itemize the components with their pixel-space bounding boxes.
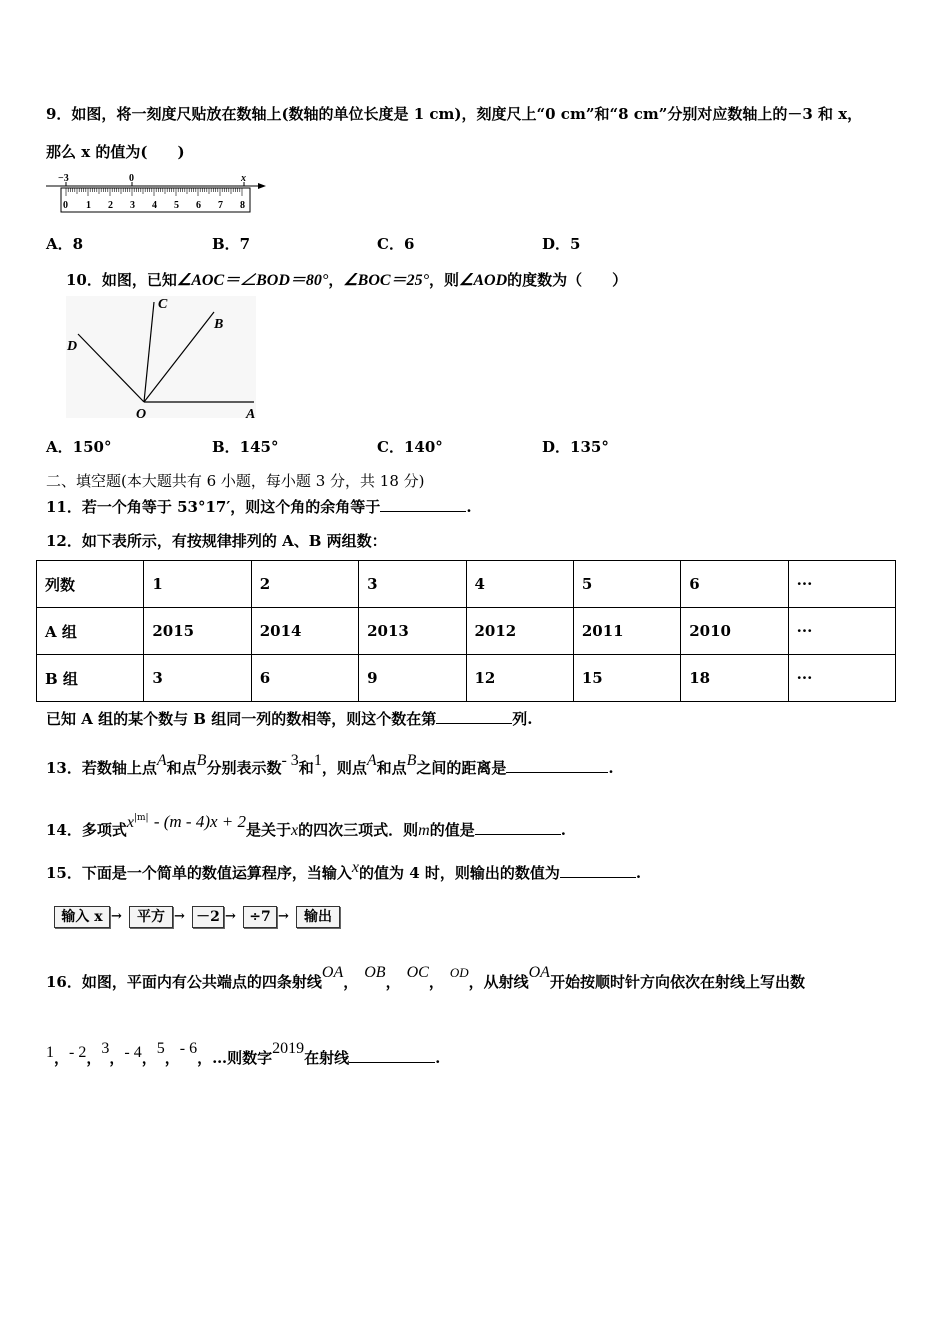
q10-option-a: A．150° (46, 438, 112, 456)
label-A: A (246, 407, 256, 422)
flow-input-box: 输入 x (54, 906, 110, 928)
q13-text-7: 之间的距离是 (416, 759, 507, 777)
ruler-label-8: 8 (240, 200, 245, 211)
q9-stem-line1: 9．如图，将一刻度尺贴放在数轴上(数轴的单位长度是 1 cm)，刻度尺上“0 cm”和“8 cm”分别对应数轴上的－3 和 x， (46, 105, 863, 123)
q15-stem (46, 859, 641, 883)
q16-text-3: 开始按顺时针方向依次在射线上写出数 (549, 973, 805, 991)
axis-label-0: 0 (129, 173, 134, 184)
ruler-label-6: 6 (196, 200, 201, 211)
q16-end: . (435, 1049, 441, 1067)
q13-text-3: 分别表示数 (206, 759, 282, 777)
q16-comma-3: ， (428, 973, 444, 991)
q14-stem (46, 812, 566, 840)
q14-text-2: 是关于 (246, 821, 292, 839)
q13-answer-blank[interactable] (506, 758, 608, 773)
q10-angle-figure (64, 294, 260, 422)
q12-table (36, 560, 896, 702)
label-D: D (67, 339, 78, 354)
q10-option-b: B．145° (212, 438, 279, 456)
q16-seq-5: 5 (156, 1040, 165, 1057)
table-cell: 9 (359, 655, 466, 702)
q16-number: 2019 (272, 1040, 305, 1057)
table-cell: 2015 (144, 608, 251, 655)
q13-end: . (608, 759, 614, 777)
table-cell: A 组 (37, 608, 144, 655)
q10-stem (66, 267, 627, 290)
q13-var-B-2: B (406, 752, 417, 769)
q9-option-b: B．7 (212, 235, 251, 253)
table-cell: 2010 (681, 608, 788, 655)
q16-text-5: 在射线 (304, 1049, 350, 1067)
q16-ray-OB: OB (364, 964, 386, 981)
section2-heading: 二、填空题(本大题共有 6 小题，每小题 3 分，共 18 分) (46, 472, 425, 490)
table-cell: 18 (681, 655, 788, 702)
q12-after-prefix: 已知 A 组的某个数与 B 组同一列的数相等，则这个数在第 (46, 710, 437, 728)
q12-intro: 12．如下表所示，有按规律排列的 A、B 两组数： (46, 532, 387, 550)
ruler-label-4: 4 (152, 200, 157, 211)
flow-square-box: 平方 (129, 906, 173, 928)
table-cell: 3 (359, 561, 466, 608)
q12-answer-blank[interactable] (436, 709, 512, 724)
q15-var: x (351, 859, 359, 876)
table-cell: ··· (788, 561, 895, 608)
q12-followup (46, 708, 532, 729)
q16-seq-comma: ， (109, 1049, 125, 1067)
q14-answer-blank[interactable] (475, 820, 561, 835)
q16-comma-1: ， (343, 973, 359, 991)
q16-seq-comma: ， (164, 1049, 180, 1067)
q10-math-2: ∠BOC＝25° (343, 272, 429, 289)
flow-divide7-box: ÷7 (243, 906, 277, 928)
q16-seq-4: - 4 (124, 1044, 142, 1061)
ruler-label-3: 3 (130, 200, 135, 211)
ruler-label-1: 1 (86, 200, 91, 211)
q9-option-c: C．6 (377, 235, 415, 253)
q15-answer-blank[interactable] (560, 863, 636, 878)
table-cell: ··· (788, 608, 895, 655)
q10-option-c: C．140° (377, 438, 443, 456)
table-cell: 4 (466, 561, 573, 608)
flow-arrow-3: → (225, 909, 236, 924)
q15-end: . (635, 864, 642, 882)
q9-option-a: A．8 (46, 235, 84, 253)
q14-exponent: |m| (133, 813, 149, 823)
table-row (37, 561, 896, 608)
q13-var-B: B (196, 752, 207, 769)
table-cell: 2014 (251, 608, 358, 655)
q16-comma-2: ， (385, 973, 401, 991)
table-row (37, 608, 896, 655)
q16-seq-3: 3 (101, 1040, 110, 1057)
q16-text-4: ，…则数字 (197, 1049, 273, 1067)
q13-stem (46, 752, 614, 778)
table-cell: 2011 (573, 608, 680, 655)
axis-label-x: x (241, 173, 246, 184)
q15-text-2: 的值为 4 时，则输出的数值为 (359, 864, 560, 882)
table-cell: 3 (144, 655, 251, 702)
table-row (37, 655, 896, 702)
q14-var: x (291, 822, 299, 839)
flow-arrow-1: → (111, 909, 122, 924)
q16-text-1: 16．如图，平面内有公共端点的四条射线 (46, 973, 322, 991)
q14-expression: - (m - 4)x + 2 (153, 812, 247, 831)
q16-stem-line2 (46, 1040, 440, 1068)
q16-ray-OA: OA (321, 964, 344, 981)
table-cell: ··· (788, 655, 895, 702)
q13-var-A-2: A (366, 752, 377, 769)
q9-ruler-figure (44, 170, 269, 218)
q14-end: . (560, 821, 566, 839)
q12-after-suffix: 列. (512, 710, 533, 728)
q13-text-5: ，则点 (321, 759, 367, 777)
q16-seq-1: 1 (46, 1044, 54, 1061)
q10-math-3: ∠AOD (459, 272, 508, 289)
table-cell: 2012 (466, 608, 573, 655)
q13-num-2: 1 (313, 752, 322, 769)
ruler-label-0: 0 (63, 200, 68, 211)
table-cell: 6 (251, 655, 358, 702)
q13-text-2: 和点 (166, 759, 197, 777)
q9-option-d: D．5 (542, 235, 581, 253)
q16-seq-6: - 6 (179, 1040, 198, 1057)
q10-suffix: 的度数为（ ） (507, 271, 628, 289)
q10-math-1: ∠AOC＝∠BOD＝80° (176, 272, 329, 289)
ruler-label-2: 2 (108, 200, 113, 211)
q9-stem-line2: 那么 x 的值为( ) (46, 143, 185, 161)
q14-m: m (418, 822, 430, 839)
q10-sep: ， (328, 271, 344, 289)
q11-end: . (466, 498, 472, 516)
ruler-label-7: 7 (218, 200, 223, 211)
q13-num-1: - 3 (281, 752, 299, 769)
q16-seq-comma: ， (86, 1049, 102, 1067)
table-cell: 2013 (359, 608, 466, 655)
q11-stem (46, 496, 472, 517)
q14-text-4: 的值是 (429, 821, 475, 839)
q16-ray-OC: OC (406, 964, 429, 981)
ruler-label-5: 5 (174, 200, 179, 211)
flow-arrow-4: → (278, 909, 289, 924)
q13-text-4: 和 (298, 759, 314, 777)
q13-text-6: 和点 (376, 759, 407, 777)
q16-seq-2: - 2 (69, 1044, 87, 1061)
q10-mid: ，则 (428, 271, 459, 289)
table-cell: 6 (681, 561, 788, 608)
table-cell: 1 (144, 561, 251, 608)
axis-label-neg3: −3 (58, 173, 69, 184)
table-cell: 2 (251, 561, 358, 608)
q13-text-1: 13．若数轴上点 (46, 759, 157, 777)
q16-seq-comma: ， (54, 1049, 70, 1067)
flow-output-box: 输出 (296, 906, 340, 928)
flow-minus2-box: －2 (192, 906, 224, 928)
table-cell: 15 (573, 655, 680, 702)
q10-prefix: 10．如图，已知 (66, 271, 177, 289)
q13-var-A: A (156, 752, 167, 769)
table-cell: B 组 (37, 655, 144, 702)
q14-base: x (126, 814, 134, 831)
table-cell: 12 (466, 655, 573, 702)
q16-seq-comma: ， (141, 1049, 157, 1067)
label-B: B (214, 317, 224, 332)
q10-option-d: D．135° (542, 438, 609, 456)
label-O: O (136, 407, 147, 422)
q11-answer-blank[interactable] (380, 497, 466, 512)
table-cell: 5 (573, 561, 680, 608)
flow-arrow-2: → (174, 909, 185, 924)
q16-start-ray: OA (528, 964, 550, 981)
q16-answer-blank[interactable] (349, 1048, 435, 1063)
q16-stem-line1 (46, 964, 805, 992)
table-cell: 列数 (37, 561, 144, 608)
q16-text-2: ，从射线 (468, 973, 529, 991)
q15-text-1: 15．下面是一个简单的数值运算程序，当输入 (46, 864, 352, 882)
q14-text-1: 14．多项式 (46, 821, 127, 839)
q11-text: 11．若一个角等于 53°17′，则这个角的余角等于 (46, 498, 381, 516)
q16-ray-OD: OD (449, 965, 469, 980)
label-C: C (158, 297, 168, 312)
q14-text-3: 的四次三项式．则 (298, 821, 419, 839)
